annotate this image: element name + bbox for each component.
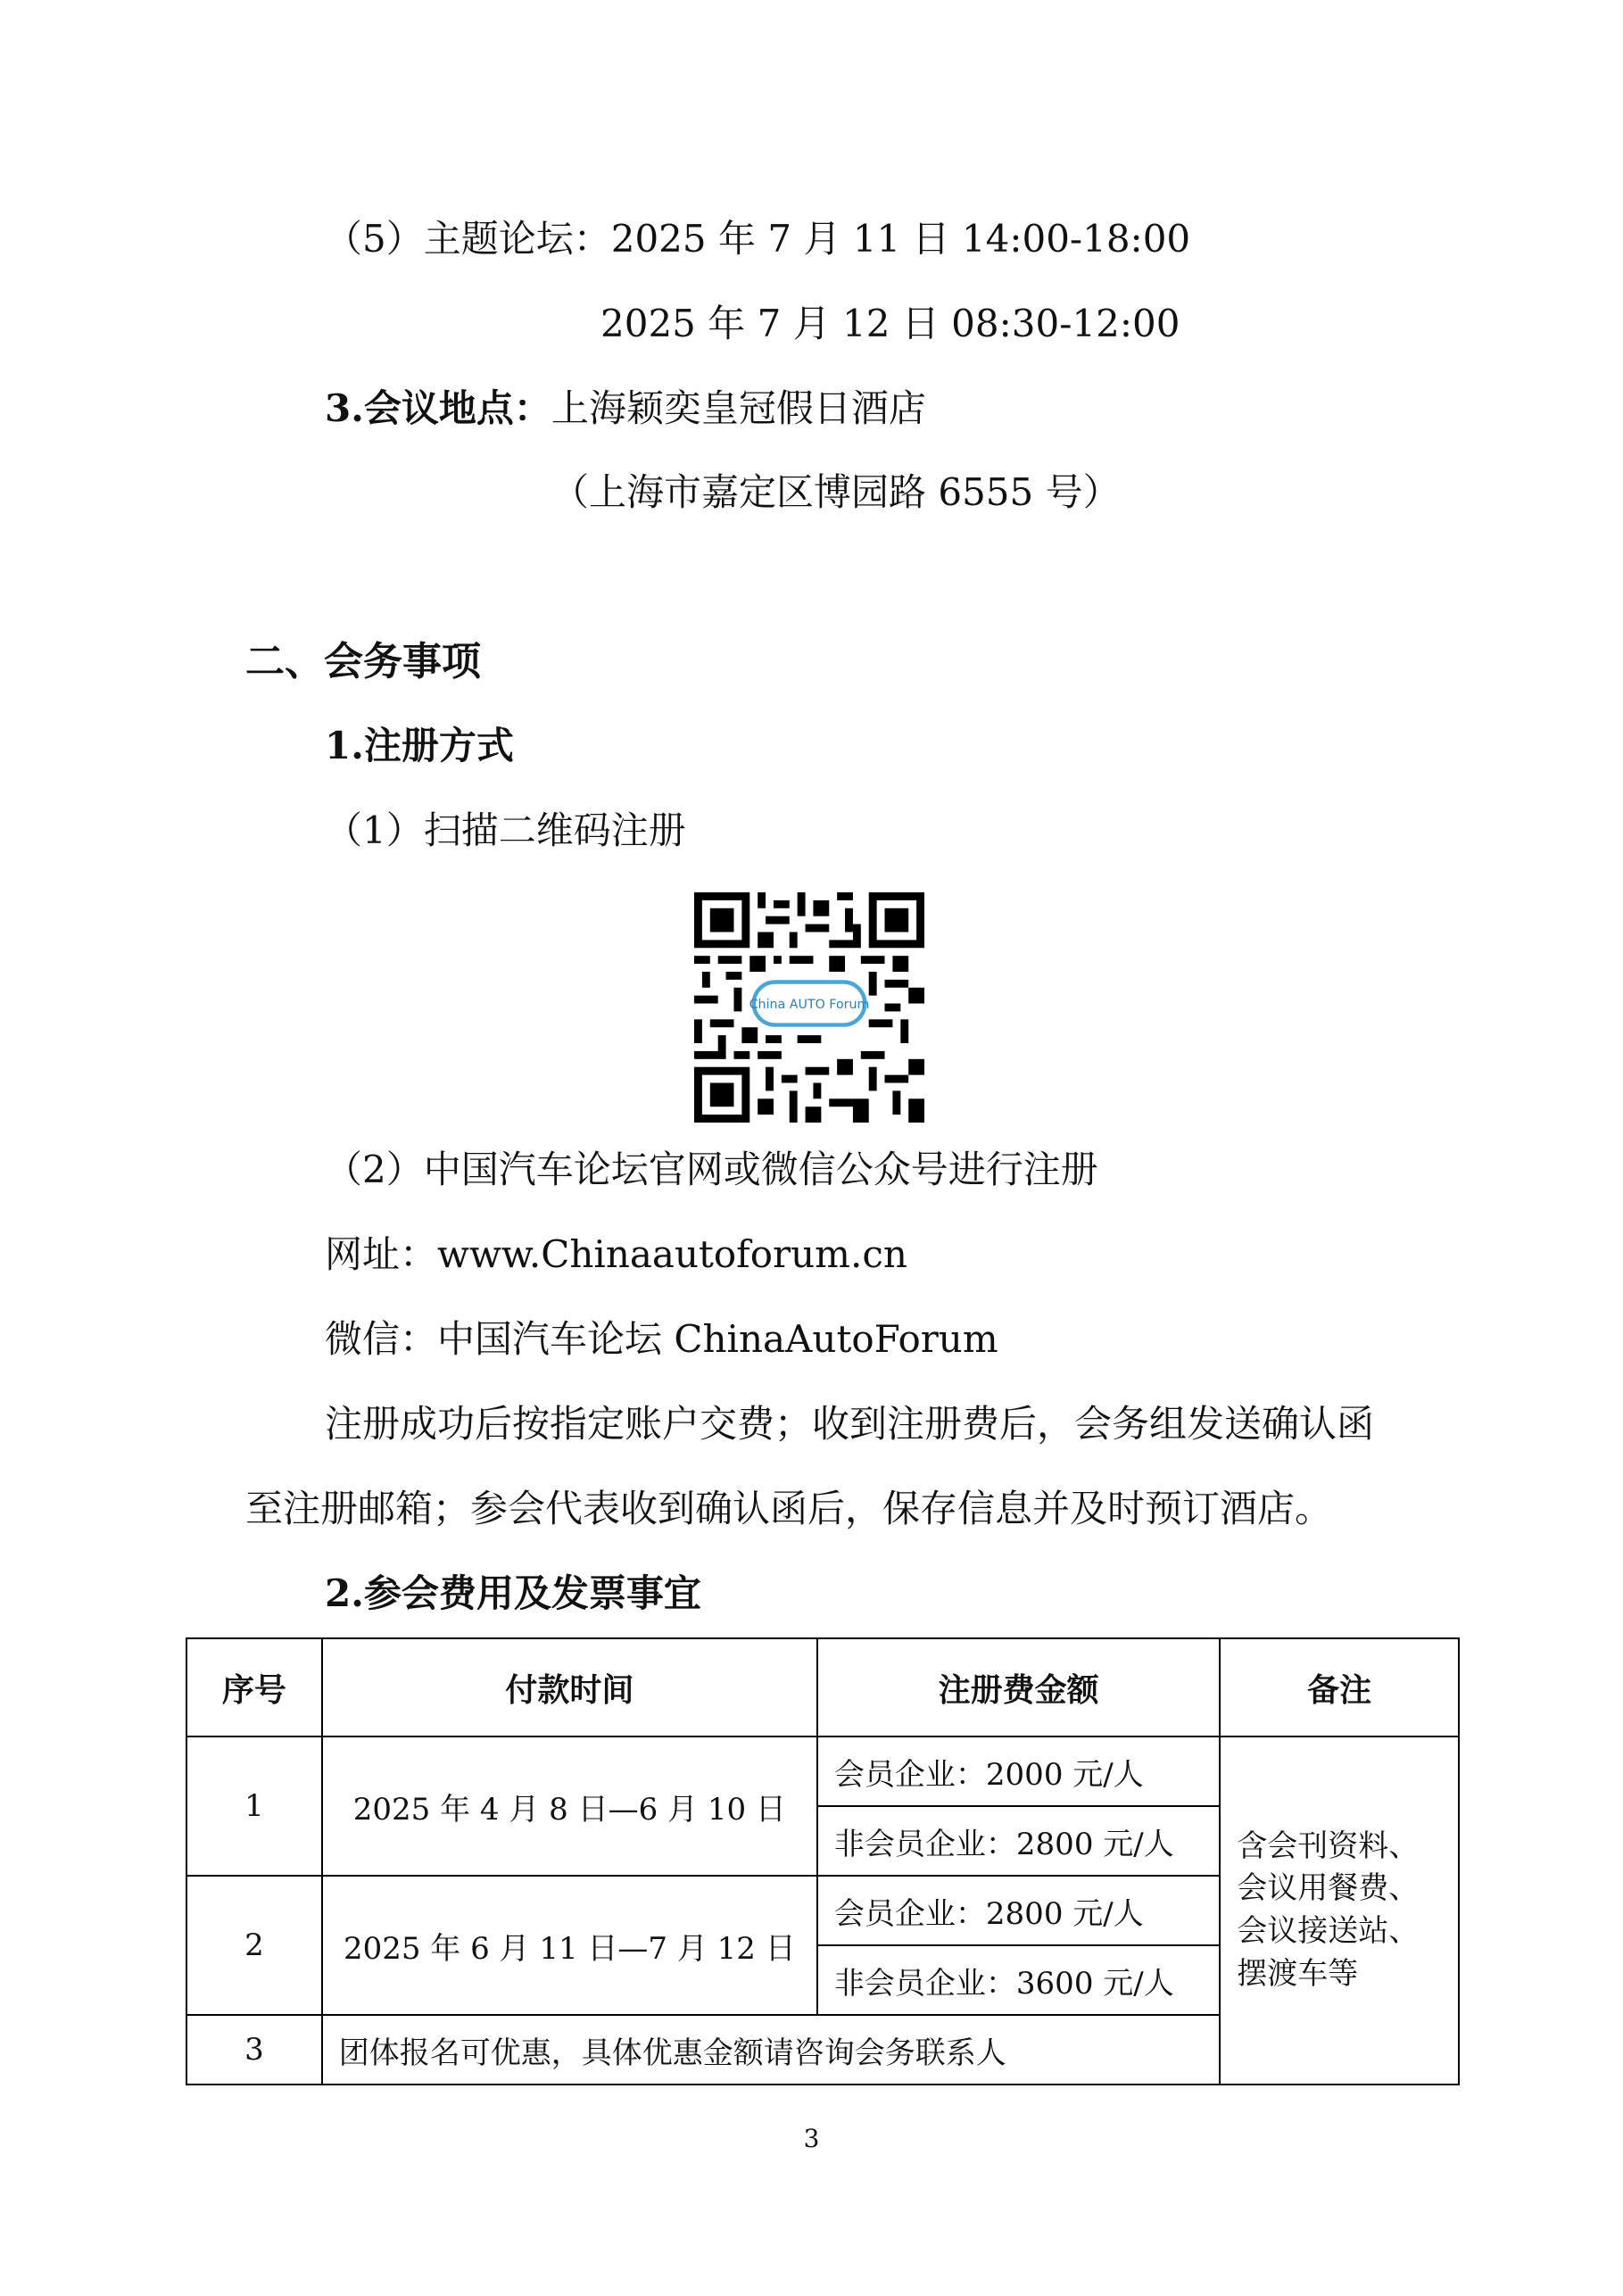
row2-no: 2: [186, 1876, 322, 2015]
page-number: 3: [803, 2124, 820, 2153]
registration-method-2: （2）中国汽车论坛官网或微信公众号进行注册: [325, 1148, 1098, 1191]
row3-text: 团体报名可优惠，具体优惠金额请咨询会务联系人: [322, 2015, 1221, 2085]
header-note: 备注: [1220, 1638, 1459, 1737]
paragraph-line-1: 注册成功后按指定账户交费；收到注册费后，会务组发送确认函: [325, 1402, 1375, 1446]
note-line: 会议用餐费、: [1237, 1870, 1420, 1907]
table-header-row: [186, 1638, 1459, 1737]
schedule-item5-label: （5）主题论坛：: [325, 217, 611, 261]
note-line: 会议接送站、: [1237, 1913, 1420, 1949]
qr-logo-text: China AUTO Forum: [749, 997, 870, 1012]
row2-nonmember: 非会员企业：3600 元/人: [817, 1945, 1220, 2015]
paragraph-line-2: 至注册邮箱；参会代表收到确认函后，保存信息并及时预订酒店。: [245, 1487, 1333, 1530]
header-period: 付款时间: [322, 1638, 817, 1737]
venue-name: 上海颖奕皇冠假日酒店: [551, 386, 926, 430]
row1-period: 2025 年 4 月 8 日—6 月 10 日: [322, 1737, 817, 1876]
wechat-text: 微信：中国汽车论坛 ChinaAutoForum: [325, 1317, 998, 1361]
header-no: 序号: [186, 1638, 322, 1737]
venue-label: 3.会议地点：: [325, 386, 551, 430]
schedule-item5-time1: 2025 年 7 月 11 日 14:00-18:00: [610, 217, 1191, 261]
row3-no: 3: [186, 2015, 322, 2085]
registration-method-1: （1）扫描二维码注册: [325, 808, 686, 852]
note-line: 摆渡车等: [1237, 1955, 1359, 1992]
row2-period: 2025 年 6 月 11 日—7 月 12 日: [322, 1876, 817, 2015]
qr-code[interactable]: [694, 892, 924, 1123]
section-heading: 二、会务事项: [245, 639, 481, 684]
registration-heading: 1.注册方式: [325, 724, 514, 767]
row2-member: 会员企业：2800 元/人: [817, 1876, 1220, 1945]
row1-member: 会员企业：2000 元/人: [817, 1737, 1220, 1806]
schedule-item5: [325, 217, 1191, 261]
fees-table: [186, 1637, 1460, 2085]
venue: [325, 386, 926, 430]
header-amount: 注册费金额: [817, 1638, 1220, 1737]
table-row: [186, 1737, 1459, 1806]
note-cell: [1220, 1737, 1459, 2085]
fees-heading: 2.参会费用及发票事宜: [325, 1571, 701, 1615]
schedule-item5-time2: 2025 年 7 月 12 日 08:30-12:00: [600, 302, 1180, 345]
website-text: 网址：www.Chinaautoforum.cn: [325, 1232, 907, 1276]
row1-nonmember: 非会员企业：2800 元/人: [817, 1806, 1220, 1876]
venue-address: （上海市嘉定区博园路 6555 号）: [551, 470, 1121, 514]
row1-no: 1: [186, 1737, 322, 1876]
note-line: 含会刊资料、: [1237, 1828, 1420, 1864]
